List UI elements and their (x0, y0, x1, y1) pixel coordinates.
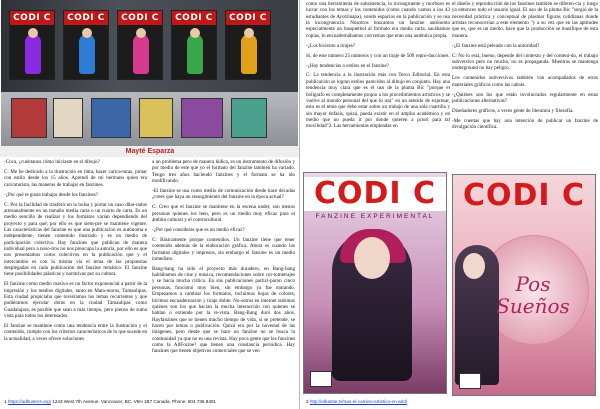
footnote-link[interactable]: https://adbusters.org/ (7, 399, 51, 404)
paragraph: El fanzine como medio masivo es un factor exponencial a partir de la impresión y los medios digitales, tanto en Mata-moros, Tamaulipas. Esta ciudad propiciaba que tuviéramos los temas recurrentes y que pudiéramos ejecutar obras en la ciudad Tamaulipas como Guadalajara, es posible que sean a más tiempo, pero pienso de suma vista para todos los interesados. (4, 281, 147, 319)
paragraph: -¿Por qué te gusta trabajar desde los fanzines? (4, 191, 99, 198)
paragraph: C: Me he dedicado a la ilustración en tinta, hacer carica-turas, pintar con estilo desde los 15 años. Aprendí de mi hermano quien era caricaturista, las maneras de trabajar en fanzines. (4, 168, 147, 188)
photo-caption: Mayté Esparza (0, 146, 300, 157)
shelf-item-1 (11, 98, 47, 138)
cover-2-words: Pos Sueños (496, 272, 570, 318)
shelf-item-2 (53, 98, 83, 138)
paragraph: Diseñadores gráficos, a veces gente de literatura y filosofía. (452, 107, 574, 114)
paragraph: C: Creo que el fanzine se mantiene en la escena under, son menos personas quienes los leen, pero es un medio muy eficaz para el ámbito cultural y el contracultural. (152, 204, 295, 223)
paragraph: Sí, de este número 25 números y con un tiraje de 500 repro-ducciones. (306, 52, 450, 59)
left-column-1 (4, 159, 147, 395)
cover-1-face (354, 237, 390, 279)
paragraph: C: La tendencia a la ilustración más con Terco Editorial. En esta publicación se logran estilos parecidos al dibujo en conjunto. Hay una tendencia muy clara que es el uso de la pluma Bic "porque el bolígrafo es completamente propio a los procedimientos artísticos y se vuelve al mundo personal del que lo usa" en un sentido de expresar, esto es el tema que debe estar sobre un trabajo de una sola cuartilla y sin mayor énfasis, quizá, pueda existir en el amplio académico y en medio que no pueda ir por donde quieren a priori para tal movilidad"2. Las herramientas empleadas en (306, 72, 450, 130)
paragraph: El fanzine se mantiene como una tendencia entre la ilustración y el contenido, cumple con los criterios característicos de lo que sucede en la actualidad, a veces ofrece soluciones (4, 322, 147, 342)
footnote-link[interactable]: http://elbastar.tv/tras-el-camino-artistico-en-arid/ (309, 399, 408, 404)
publisher-logo (459, 373, 481, 389)
cover-1-title: CODI C (304, 177, 446, 211)
paragraph: Bang-bang ha sido el proyecto más duradero, en Bang-bang hablábamos de cine y música, recomendaciones sobre cor-tometrajes y se hacía mucha crítica. En sus publicaciones partici-paron cinco personas, funcionó muy bien, sin embargo ya fue mutando. Empezamos a cambiar los formatos, incluimos hojas de colores, hicimos encuadernación y tiraje doble. No-sotros en internet subimos quiénes son los que hacían la mucha interacción con quienes se hablan o extiende por la re-vista. Bang-Bang duró dos años. Hayfanzines que se tienen mucho tiempo de vida, si se pretende, se hacen por temas o publicación. Quizá era por la novedad de las imágenes, pero desde que se hace un fanzine no se busca la continuidad ya que no es una revista. Hay poca gente que les fanzines como la AllFozine? que tienen una constancia periódica. Hay fanzines que tienen objetivos comerciales que se ven (152, 265, 295, 355)
paragraph: C: Básicamente porque contenidos. Un fanzine tiene que tener contenido además de la elaboración gráfica. Ahora es cuando los formatos digitales y impresos, sin embargo el fanzine es un medio inmediato. (152, 236, 295, 262)
footnote-number: 1 (4, 399, 7, 404)
magazine-2-title: CODI C (64, 11, 108, 25)
paragraph: -Me cuentas que hay una intención de publicar un fanzine de divulgación científica. (452, 117, 598, 131)
paragraph: C: Por la facilidad de trasferir en la bolsa y portar un caso dibu-rados artesanalmente en un tamaño media carta o un cuarto de carta. Es un medio sencillo de realizar y los formatos varían dependiendo del proyecto y para qué; por ello es que siem-pre se mantiene vigente. Las características del fanzine es que una publicación es autónoma e independiente, tienen contenido ilustrado y es un medio de participación colectiva. Hay fanzines que publican de manera individual pero a noso-tros no nos preocupa la autoría, por ello es que nos presentamos como colectivos en la publicación que y el intercambio es con la misma vía el tema de las propuestas desplegadas en cada publicación del fanzine temático. El fanzine tiene posibilidades plásticas y narrativas por su cultura. (4, 201, 147, 278)
right-column-2 (452, 1, 598, 179)
shelf-item-4 (139, 98, 173, 138)
paragraph: -Coca, ¿cuéntanos cómo iniciaste en el dibujo? (4, 159, 100, 165)
right-column-1 (306, 1, 450, 171)
paragraph: como una herramienta de subsistencia, lo incongruente y morboso es lucrar con los temas y los contenidos (como cuando vamos a los 43 estudiantes de Ayotzinapa), vendo espacios en la publicación y se usa la incongruencia. Nosotros buscamos un fanzine autónomo especialmente un basquetbol al formato era media carta, sacábamos copias, lo encuadernábamos con temas que eran una auténtica propia. (306, 1, 450, 39)
magazine-4-title: CODI C (172, 11, 216, 25)
magazine-5-title: CODI C (226, 11, 270, 25)
cover-2-title: CODI C (462, 178, 586, 213)
footnote-address: 1243 West 7th Avenue. Vancouver, BC. V6H 1B7 Canada. Phone: 604.736.9401 (51, 399, 216, 404)
publisher-logo (310, 371, 332, 387)
fanzine-cover-2 (452, 174, 596, 396)
paragraph: -¿Quiénes son los que están involucrados regularmente en estas publicaciones alternativas? (452, 91, 598, 104)
footnote-left (4, 396, 296, 407)
paragraph: -¿Hay tendencias o estilos en el fanzine? (306, 62, 389, 69)
magazine-display-photo (1, 0, 298, 146)
paragraph: el diseño y reproducción de los fanzines también se diferen-cia y luego ya entonces todo el usuario igual. El uso de la pluma Bic "surgió de la necesidad práctica y conceptual de plasmar figuras cotidianas donde artistas reconocerían a este elemento "y a su vez que en las aptitudes que es, que es un medio, hace que la producción se masifique de esta manera. (452, 1, 598, 39)
magazine-2 (63, 10, 109, 80)
paragraph: -¿El fanzine está peleado con la autoridad? (452, 42, 540, 49)
fanzine-cover-1 (303, 172, 447, 394)
paragraph: -¿Por qué consideras que es un medio eficaz? (152, 226, 245, 233)
cover-1-subtitle: FANZINE EXPERIMENTAL (315, 213, 435, 220)
paragraph: C: No lo está, bueno, depende del contexto y del conteni-do, el trabajo subversivo pero no mucho, no es propaganda. Mientras se mantenga underground no hay peligro. (452, 52, 598, 72)
paragraph: -¿Los hicieron a tirajes? (306, 42, 356, 49)
cover-2-face (463, 253, 485, 279)
shelf-item-5 (181, 98, 223, 138)
magazine-1 (9, 10, 55, 80)
magazine-3-title: CODI C (118, 11, 162, 25)
shelf-item-6 (231, 98, 267, 138)
magazine-5 (225, 10, 271, 80)
paragraph: a un problema pero de manera lúdica, es un instrumento de difusión y por medio de este que yo el formato del fanzine también ha variado. Tengo tres años haciendo fanzines y el formato se ha ido modificando. (152, 159, 295, 185)
magazine-1-title: CODI C (10, 11, 54, 25)
magazine-4 (171, 10, 217, 80)
paragraph: Los contenidos subversivos también van acompañados de otros materiales gráficos como las cabras. (452, 75, 598, 88)
footnote-right (306, 396, 598, 407)
shelf-item-3 (91, 98, 131, 138)
footnote-number: 2 (306, 399, 309, 404)
left-column-2 (152, 159, 295, 395)
paragraph: -El fanzine se usa como medio de comunicación desde hace décadas ¿crees que haya un resurgimiento del fanzine en la época actual? (152, 187, 295, 201)
magazine-3 (117, 10, 163, 80)
